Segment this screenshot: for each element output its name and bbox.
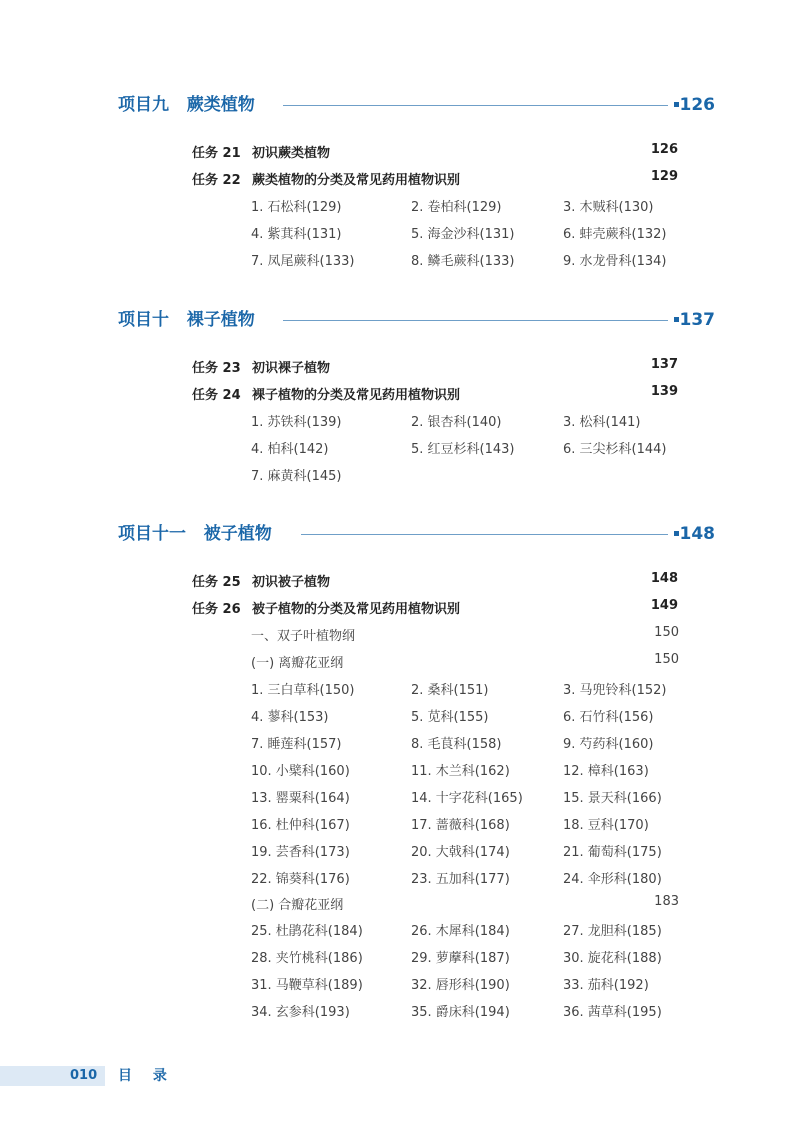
task-number: 任务 23 bbox=[192, 361, 241, 376]
task-page: 139 bbox=[650, 384, 678, 399]
family-entry: 16. 杜仲科(167) bbox=[251, 818, 350, 833]
family-entry: 19. 芸香科(173) bbox=[251, 845, 350, 860]
family-entry: 3. 木贼科(130) bbox=[563, 200, 654, 215]
family-entry: 13. 罂粟科(164) bbox=[251, 791, 350, 806]
family-entry: 3. 马兜铃科(152) bbox=[563, 683, 667, 698]
section-title: 项目十一 被子植物 bbox=[118, 524, 272, 544]
section-page: 137 bbox=[679, 310, 715, 330]
family-entry: 20. 大戟科(174) bbox=[411, 845, 510, 860]
footer-title: 目 录 bbox=[118, 1068, 175, 1084]
task-page: 126 bbox=[650, 142, 678, 157]
family-entry: 18. 豆科(170) bbox=[563, 818, 649, 833]
family-entry: 6. 石竹科(156) bbox=[563, 710, 654, 725]
section-rule bbox=[283, 105, 668, 106]
task-title: 初识被子植物 bbox=[252, 575, 331, 590]
section-heading-11 bbox=[118, 520, 718, 548]
family-entry: 8. 鳞毛蕨科(133) bbox=[411, 254, 515, 269]
family-entry: 6. 蚌壳蕨科(132) bbox=[563, 227, 667, 242]
family-entry: 1. 石松科(129) bbox=[251, 200, 342, 215]
family-entry: 6. 三尖杉科(144) bbox=[563, 442, 667, 457]
task-page: 149 bbox=[650, 598, 678, 613]
family-entry: 5. 苋科(155) bbox=[411, 710, 489, 725]
family-entry: 9. 芍药科(160) bbox=[563, 737, 654, 752]
task-row bbox=[192, 569, 678, 591]
family-entry: 7. 睡莲科(157) bbox=[251, 737, 342, 752]
section-page: 126 bbox=[679, 95, 715, 115]
task-title: 被子植物的分类及常见药用植物识别 bbox=[252, 602, 461, 617]
task-page: 137 bbox=[650, 357, 678, 372]
family-entry: 33. 茄科(192) bbox=[563, 978, 649, 993]
family-entry: 23. 五加科(177) bbox=[411, 872, 510, 887]
subheading-title: (二) 合瓣花亚纲 bbox=[251, 898, 344, 913]
family-entry: 17. 蔷薇科(168) bbox=[411, 818, 510, 833]
subheading-title: 一、双子叶植物纲 bbox=[251, 629, 356, 644]
family-entry: 25. 杜鹃花科(184) bbox=[251, 924, 363, 939]
family-entry: 8. 毛茛科(158) bbox=[411, 737, 502, 752]
task-row bbox=[192, 382, 678, 404]
task-title: 蕨类植物的分类及常见药用植物识别 bbox=[252, 173, 461, 188]
task-page: 129 bbox=[650, 169, 678, 184]
family-entry: 30. 旋花科(188) bbox=[563, 951, 662, 966]
family-entry: 2. 银杏科(140) bbox=[411, 415, 502, 430]
family-entry: 27. 龙胆科(185) bbox=[563, 924, 662, 939]
family-entry: 4. 蓼科(153) bbox=[251, 710, 329, 725]
task-title: 裸子植物的分类及常见药用植物识别 bbox=[252, 388, 461, 403]
family-entry: 34. 玄参科(193) bbox=[251, 1005, 350, 1020]
family-entry: 3. 松科(141) bbox=[563, 415, 641, 430]
section-rule-marker bbox=[674, 531, 679, 536]
section-rule bbox=[283, 320, 668, 321]
family-entry: 29. 萝藦科(187) bbox=[411, 951, 510, 966]
family-entry: 22. 锦葵科(176) bbox=[251, 872, 350, 887]
family-entry: 15. 景天科(166) bbox=[563, 791, 662, 806]
page-number: 010 bbox=[70, 1068, 98, 1083]
family-entry: 9. 水龙骨科(134) bbox=[563, 254, 667, 269]
subheading-row bbox=[251, 650, 679, 672]
family-entry: 21. 葡萄科(175) bbox=[563, 845, 662, 860]
task-page: 148 bbox=[650, 571, 678, 586]
family-entry: 14. 十字花科(165) bbox=[411, 791, 523, 806]
section-title: 项目十 裸子植物 bbox=[118, 310, 255, 330]
family-entry: 7. 凤尾蕨科(133) bbox=[251, 254, 355, 269]
subheading-page: 183 bbox=[654, 894, 679, 909]
task-number: 任务 24 bbox=[192, 388, 241, 403]
family-entry: 11. 木兰科(162) bbox=[411, 764, 510, 779]
family-entry: 28. 夹竹桃科(186) bbox=[251, 951, 363, 966]
task-number: 任务 26 bbox=[192, 602, 241, 617]
family-entry: 24. 伞形科(180) bbox=[563, 872, 662, 887]
task-row bbox=[192, 167, 678, 189]
family-entry: 1. 苏铁科(139) bbox=[251, 415, 342, 430]
family-entry: 12. 樟科(163) bbox=[563, 764, 649, 779]
family-entry: 31. 马鞭草科(189) bbox=[251, 978, 363, 993]
section-page: 148 bbox=[679, 524, 715, 544]
family-entry: 5. 海金沙科(131) bbox=[411, 227, 515, 242]
family-entry: 5. 红豆杉科(143) bbox=[411, 442, 515, 457]
section-rule bbox=[301, 534, 668, 535]
section-rule-marker bbox=[674, 317, 679, 322]
subheading-row bbox=[251, 892, 679, 914]
family-entry: 35. 爵床科(194) bbox=[411, 1005, 510, 1020]
family-entry: 1. 三白草科(150) bbox=[251, 683, 355, 698]
family-entry: 36. 茜草科(195) bbox=[563, 1005, 662, 1020]
family-entry: 2. 桑科(151) bbox=[411, 683, 489, 698]
family-entry: 26. 木犀科(184) bbox=[411, 924, 510, 939]
section-title: 项目九 蕨类植物 bbox=[118, 95, 255, 115]
task-row bbox=[192, 140, 678, 162]
task-number: 任务 21 bbox=[192, 146, 241, 161]
task-row bbox=[192, 355, 678, 377]
family-entry: 7. 麻黄科(145) bbox=[251, 469, 342, 484]
section-heading-9 bbox=[118, 91, 718, 119]
task-row bbox=[192, 596, 678, 618]
task-number: 任务 25 bbox=[192, 575, 241, 590]
section-heading-10 bbox=[118, 306, 718, 334]
task-title: 初识裸子植物 bbox=[252, 361, 331, 376]
subheading-row bbox=[251, 623, 679, 645]
task-number: 任务 22 bbox=[192, 173, 241, 188]
subheading-page: 150 bbox=[654, 625, 679, 640]
subheading-page: 150 bbox=[654, 652, 679, 667]
family-entry: 32. 唇形科(190) bbox=[411, 978, 510, 993]
subheading-title: (一) 离瓣花亚纲 bbox=[251, 656, 344, 671]
family-entry: 2. 卷柏科(129) bbox=[411, 200, 502, 215]
task-title: 初识蕨类植物 bbox=[252, 146, 331, 161]
family-entry: 4. 紫萁科(131) bbox=[251, 227, 342, 242]
family-entry: 4. 柏科(142) bbox=[251, 442, 329, 457]
section-rule-marker bbox=[674, 102, 679, 107]
family-entry: 10. 小檗科(160) bbox=[251, 764, 350, 779]
